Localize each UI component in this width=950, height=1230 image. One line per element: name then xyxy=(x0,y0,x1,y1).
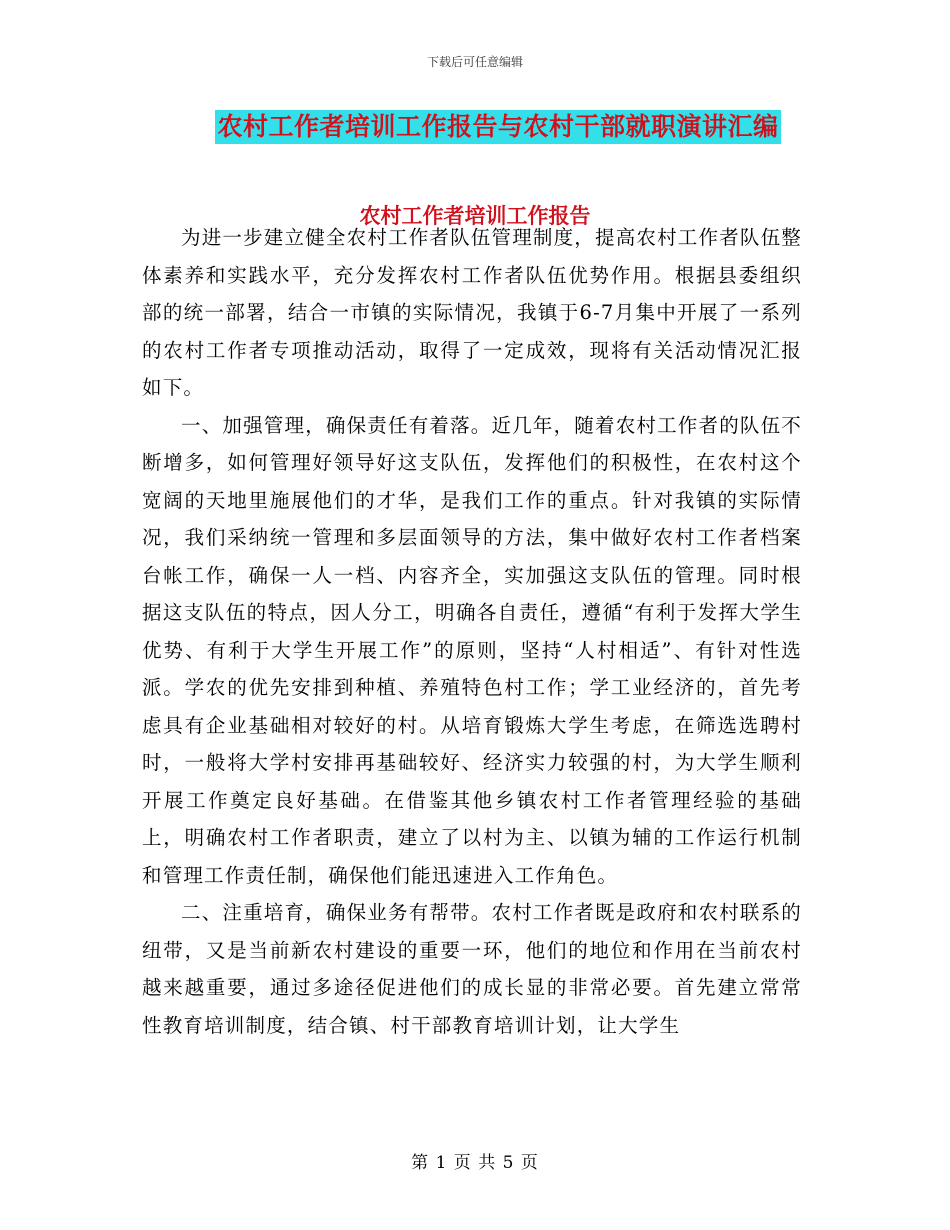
document-body xyxy=(142,219,802,1044)
document-title: 农村工作者培训工作报告与农村干部就职演讲汇编 xyxy=(215,110,780,144)
document-title-container xyxy=(0,110,950,144)
page-number: 第 1 页 共 5 页 xyxy=(411,1153,539,1173)
page-header-note: 下载后可任意编辑 xyxy=(426,55,523,69)
paragraph-management: 一、加强管理，确保责任有着落。近几年，随着农村工作者的队伍不断增多，如何管理好领导好这支队伍，发挥他们的积极性，在农村这个宽阔的天地里施展他们的才华，是我们工作的重点。针对我镇的实际情况，我们采纳统一管理和多层面领导的方法，集中做好农村工作者档案台帐工作，确保一人一档、内容齐全，实加强这支队伍的管理。同时根据这支队伍的特点，因人分工，明确各自责任，遵循“有利于发挥大学生优势、有利于大学生开展工作”的原则，坚持“人村相适”、有针对性选派。学农的优先安排到种植、养殖特色村工作；学工业经济的，首先考虑具有企业基础相对较好的村。从培育锻炼大学生考虑，在筛选选聘村时，一般将大学村安排再基础较好、经济实力较强的村，为大学生顺利开展工作奠定良好基础。在借鉴其他乡镇农村工作者管理经验的基础上，明确农村工作者职责，建立了以村为主、以镇为辅的工作运行机制和管理工作责任制，确保他们能迅速进入工作角色。 xyxy=(142,413,803,887)
paragraph-intro: 为进一步建立健全农村工作者队伍管理制度，提高农村工作者队伍整体素养和实践水平，充分发挥农村工作者队伍优势作用。根据县委组织部的统一部署，结合一市镇的实际情况，我镇于6-7月集中开展了一系列的农村工作者专项推动活动，取得了一定成效，现将有关活动情况汇报如下。 xyxy=(142,226,803,399)
section-title: 农村工作者培训工作报告 xyxy=(359,204,591,228)
paragraph-training: 二、注重培育，确保业务有帮带。农村工作者既是政府和农村联系的纽带，又是当前新农村建设的重要一环，他们的地位和作用在当前农村越来越重要，通过多途径促进他们的成长显的非常必要。首先建立常常性教育培训制度，结合镇、村干部教育培训计划，让大学生 xyxy=(142,901,803,1037)
